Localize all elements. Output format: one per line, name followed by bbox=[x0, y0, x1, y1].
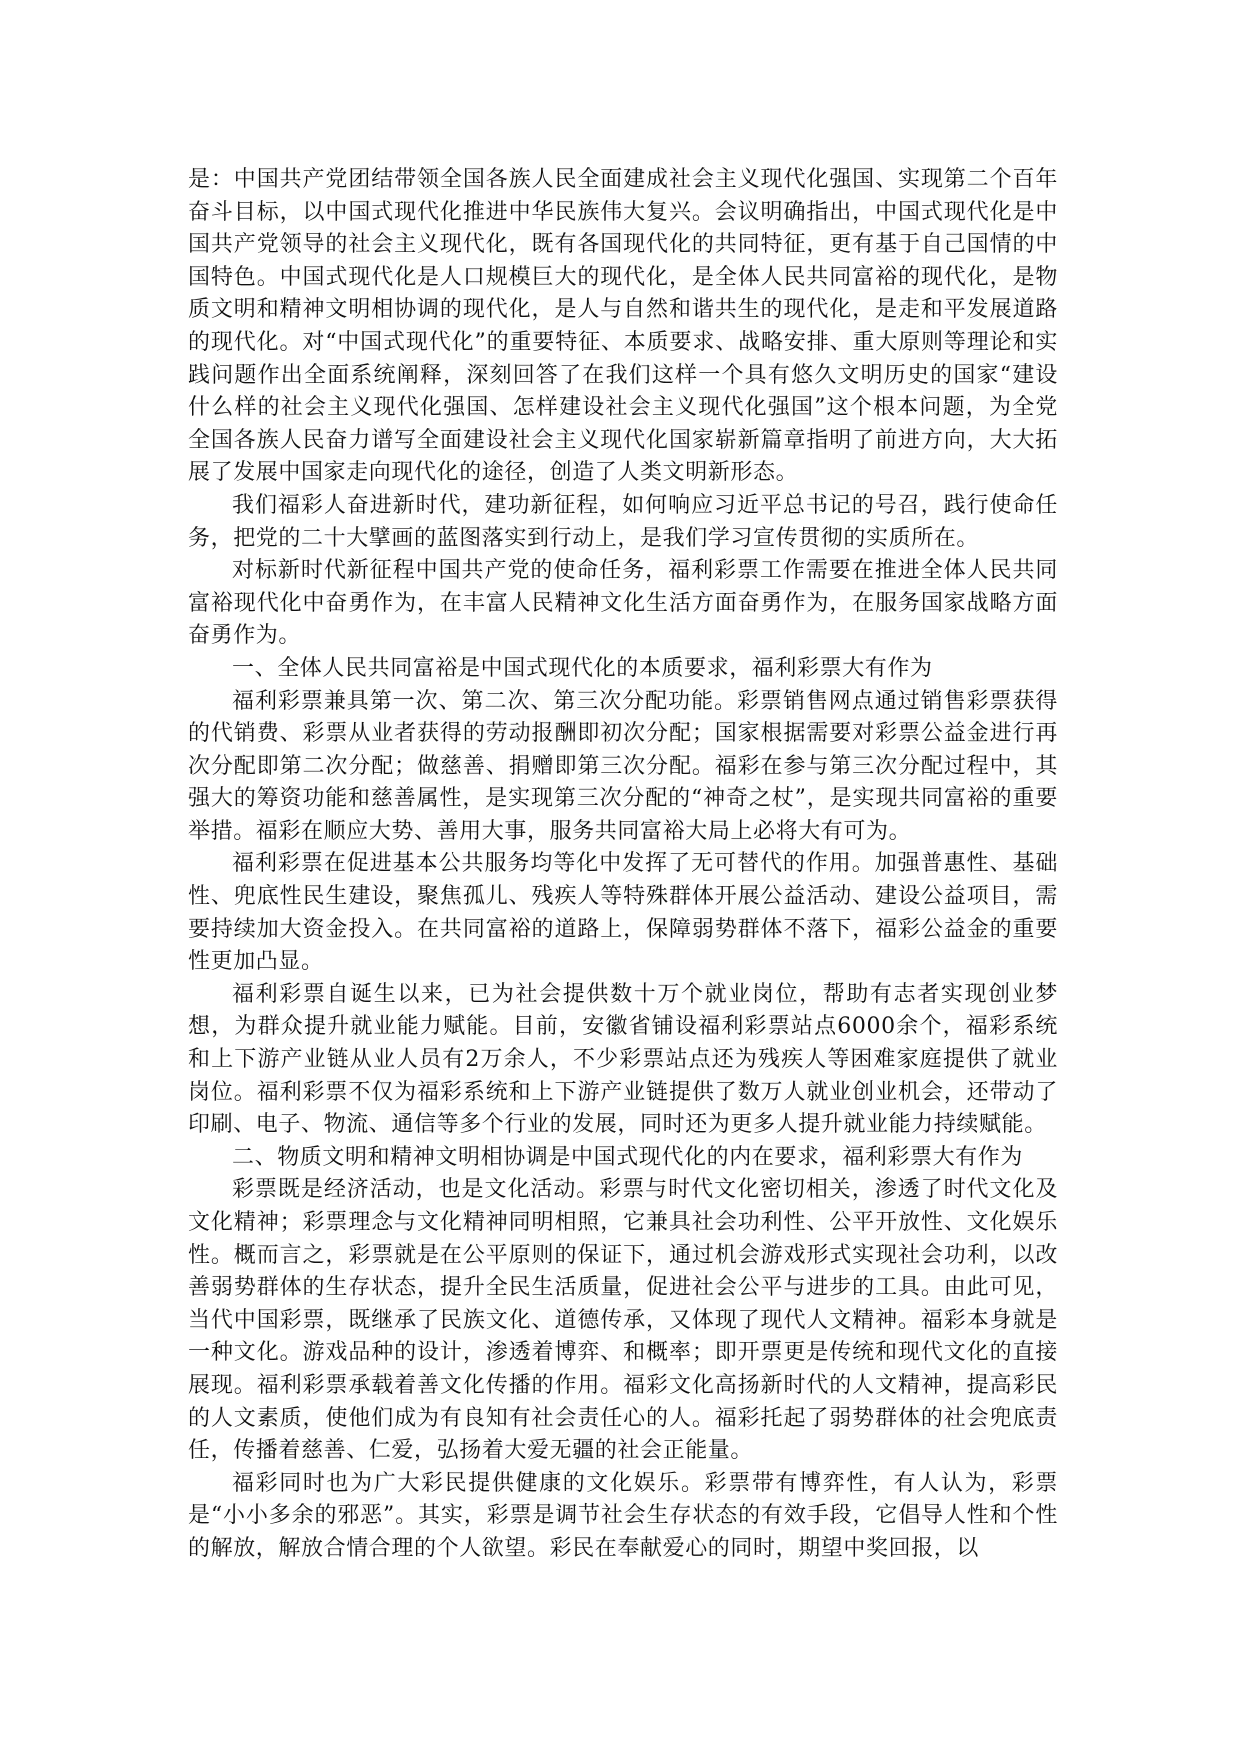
paragraph-continued-intro: 是：中国共产党团结带领全国各族人民全面建成社会主义现代化强国、实现第二个百年奋斗目标，以中国式现代化推进中华民族伟大复兴。会议明确指出，中国式现代化是中国共产党领导的社会主义现代化，既有各国现代化的共同特征，更有基于自己国情的中国特色。中国式现代化是人口规模巨大的现代化，是全体人民共同富裕的现代化，是物质文明和精神文明相协调的现代化，是人与自然和谐共生的现代化，是走和平发展道路的现代化。对“中国式现代化”的重要特征、本质要求、战略安排、重大原则等理论和实践问题作出全面系统阐释，深刻回答了在我们这样一个具有悠久文明历史的国家“建设什么样的社会主义现代化强国、怎样建设社会主义现代化强国”这个根本问题，为全党全国各族人民奋力谱写全面建设社会主义现代化国家崭新篇章指明了前进方向，大大拓展了发展中国家走向现代化的途径，创造了人类文明新形态。 bbox=[188, 167, 1058, 486]
paragraph-lottery-culture: 彩票既是经济活动，也是文化活动。彩票与时代文化密切相关，渗透了时代文化及文化精神；彩票理念与文化精神同明相照，它兼具社会功利性、公平开放性、文化娱乐性。概而言之，彩票就是在公平原则的保证下，通过机会游戏形式实现社会功利，以改善弱势群体的生存状态，提升全民生活质量，促进社会公平与进步的工具。由此可见，当代中国彩票，既继承了民族文化、道德传承，又体现了现代人文精神。福彩本身就是一种文化。游戏品种的设计，渗透着博弈、和概率；即开票更是传统和现代文化的直接展现。福利彩票承载着善文化传播的作用。福彩文化高扬新时代的人文精神，提高彩民的人文素质，使他们成为有良知有社会责任心的人。福彩托起了弱势群体的社会兜底责任，传播着慈善、仁爱，弘扬着大爱无疆的社会正能量。 bbox=[188, 1177, 1058, 1464]
paragraph-distribution: 福利彩票兼具第一次、第二次、第三次分配功能。彩票销售网点通过销售彩票获得的代销费、彩票从业者获得的劳动报酬即初次分配；国家根据需要对彩票公益金进行再次分配即第二次分配；做慈善、捐赠即第三次分配。福彩在参与第三次分配过程中，其强大的筹资功能和慈善属性，是实现第三次分配的“神奇之杖”，是实现共同富裕的重要举措。福彩在顺应大势、善用大事，服务共同富裕大局上必将大有可为。 bbox=[188, 688, 1058, 844]
section-heading-civilization: 二、物质文明和精神文明相协调是中国式现代化的内在要求，福利彩票大有作为 bbox=[232, 1144, 1024, 1170]
section-heading-common-prosperity: 一、全体人民共同富裕是中国式现代化的本质要求，福利彩票大有作为 bbox=[232, 655, 933, 681]
paragraph-tasks: 对标新时代新征程中国共产党的使命任务，福利彩票工作需要在推进全体人民共同富裕现代化中奋勇作为，在丰富人民精神文化生活方面奋勇作为，在服务国家战略方面奋勇作为。 bbox=[188, 558, 1058, 649]
paragraph-mission: 我们福彩人奋进新时代，建功新征程，如何响应习近平总书记的号召，践行使命任务，把党的二十大擘画的蓝图落实到行动上，是我们学习宣传贯彻的实质所在。 bbox=[188, 492, 1058, 551]
paragraph-employment: 福利彩票自诞生以来，已为社会提供数十万个就业岗位，帮助有志者实现创业梦想，为群众提升就业能力赋能。目前，安徽省铺设福利彩票站点6000余个，福彩系统和上下游产业链从业人员有2万余人，不少彩票站点还为残疾人等困难家庭提供了就业岗位。福利彩票不仅为福彩系统和上下游产业链提供了数万人就业创业机会，还带动了印刷、电子、物流、通信等多个行业的发展，同时还为更多人提升就业能力持续赋能。 bbox=[188, 981, 1058, 1138]
body-text bbox=[188, 164, 1058, 1566]
paragraph-public-services: 福利彩票在促进基本公共服务均等化中发挥了无可替代的作用。加强普惠性、基础性、兜底性民生建设，聚焦孤儿、残疾人等特殊群体开展公益活动、建设公益项目，需要持续加大资金投入。在共同富裕的道路上，保障弱势群体不落下，福彩公益金的重要性更加凸显。 bbox=[188, 851, 1058, 975]
paragraph-entertainment: 福彩同时也为广大彩民提供健康的文化娱乐。彩票带有博弈性，有人认为，彩票是“小小多余的邪恶”。其实，彩票是调节社会生存状态的有效手段，它倡导人性和个性的解放，解放合情合理的个人欲望。彩民在奉献爱心的同时，期望中奖回报，以 bbox=[188, 1470, 1058, 1561]
